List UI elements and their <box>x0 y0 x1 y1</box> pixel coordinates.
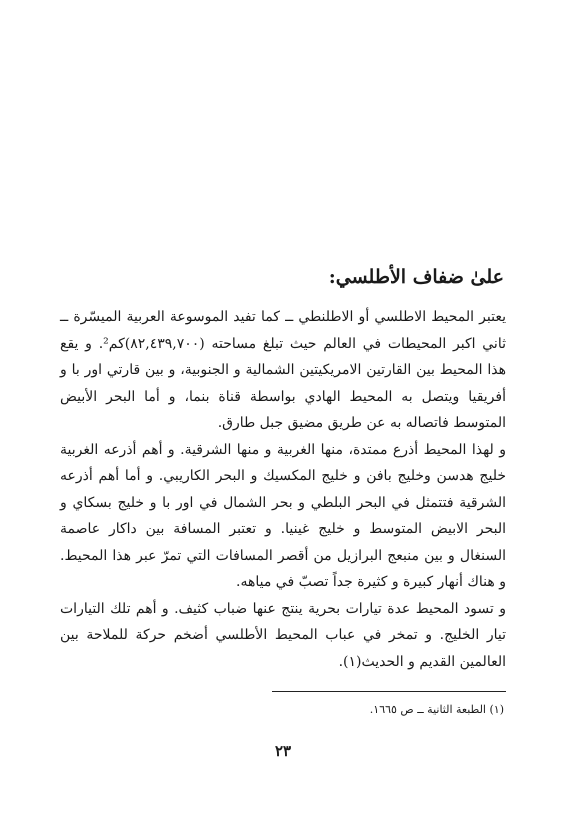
paragraph-atlantic-currents: و تسود المحيط عدة تيارات بحرية ينتج عنها ضباب كثيف. و أهم تلك التيارات تيار الخليج. و تمخر في عباب المحيط الأطلسي أضخم حركة للملاحة بين العالمين القديم و الحديث(١). <box>60 600 506 670</box>
footnote-divider <box>272 691 506 692</box>
paragraph-atlantic-overview: يعتبر المحيط الاطلسي أو الاطلنطي ــ كما تفيد الموسوعة العربية الميسّرة ــ ثاني اكبر المحيطات في العالم حيث تبلغ مساحته (٨٢,٤٣٩,٧٠٠)كم². و يقع هذا المحيط بين القارتين الامريكيتين الشمالية و الجنوبية، و بين قارتي اور با و أفريقيا ويتصل به المحيط الهادي بواسطة قناة بنما، و أما البحر الأبيض المتوسط فاتصاله به عن طريق مضيق جبل طارق. <box>60 309 506 431</box>
footnote: (١) الطبعة الثانية ــ ص ١٦٦٥. <box>369 703 504 716</box>
page-number: ٢٣ <box>274 742 292 760</box>
body-text <box>60 304 506 675</box>
section-heading: علىٰ ضفاف الأطلسي: <box>328 266 504 288</box>
paragraph-atlantic-arms: و لهذا المحيط أذرع ممتدة، منها الغربية و منها الشرقية. و أهم أذرعه الغربية خليج هدسن وخليج بافن و خليج المكسيك و البحر الكاريبي. و أما أهم أذرعه الشرقية فتتمثل في البحر البلطي و بحر الشمال في اور با و خليج بسكاي و البحر الابيض المتوسط و خليج غينيا. و تعتبر المسافة بين داكار عاصمة السنغال و بين منبعج البرازيل من أقصر المسافات التي تمرّ عبر هذا المحيط. و هناك أنهار كبيرة و كثيرة جداً تصبّ في مياهه. <box>60 441 506 590</box>
